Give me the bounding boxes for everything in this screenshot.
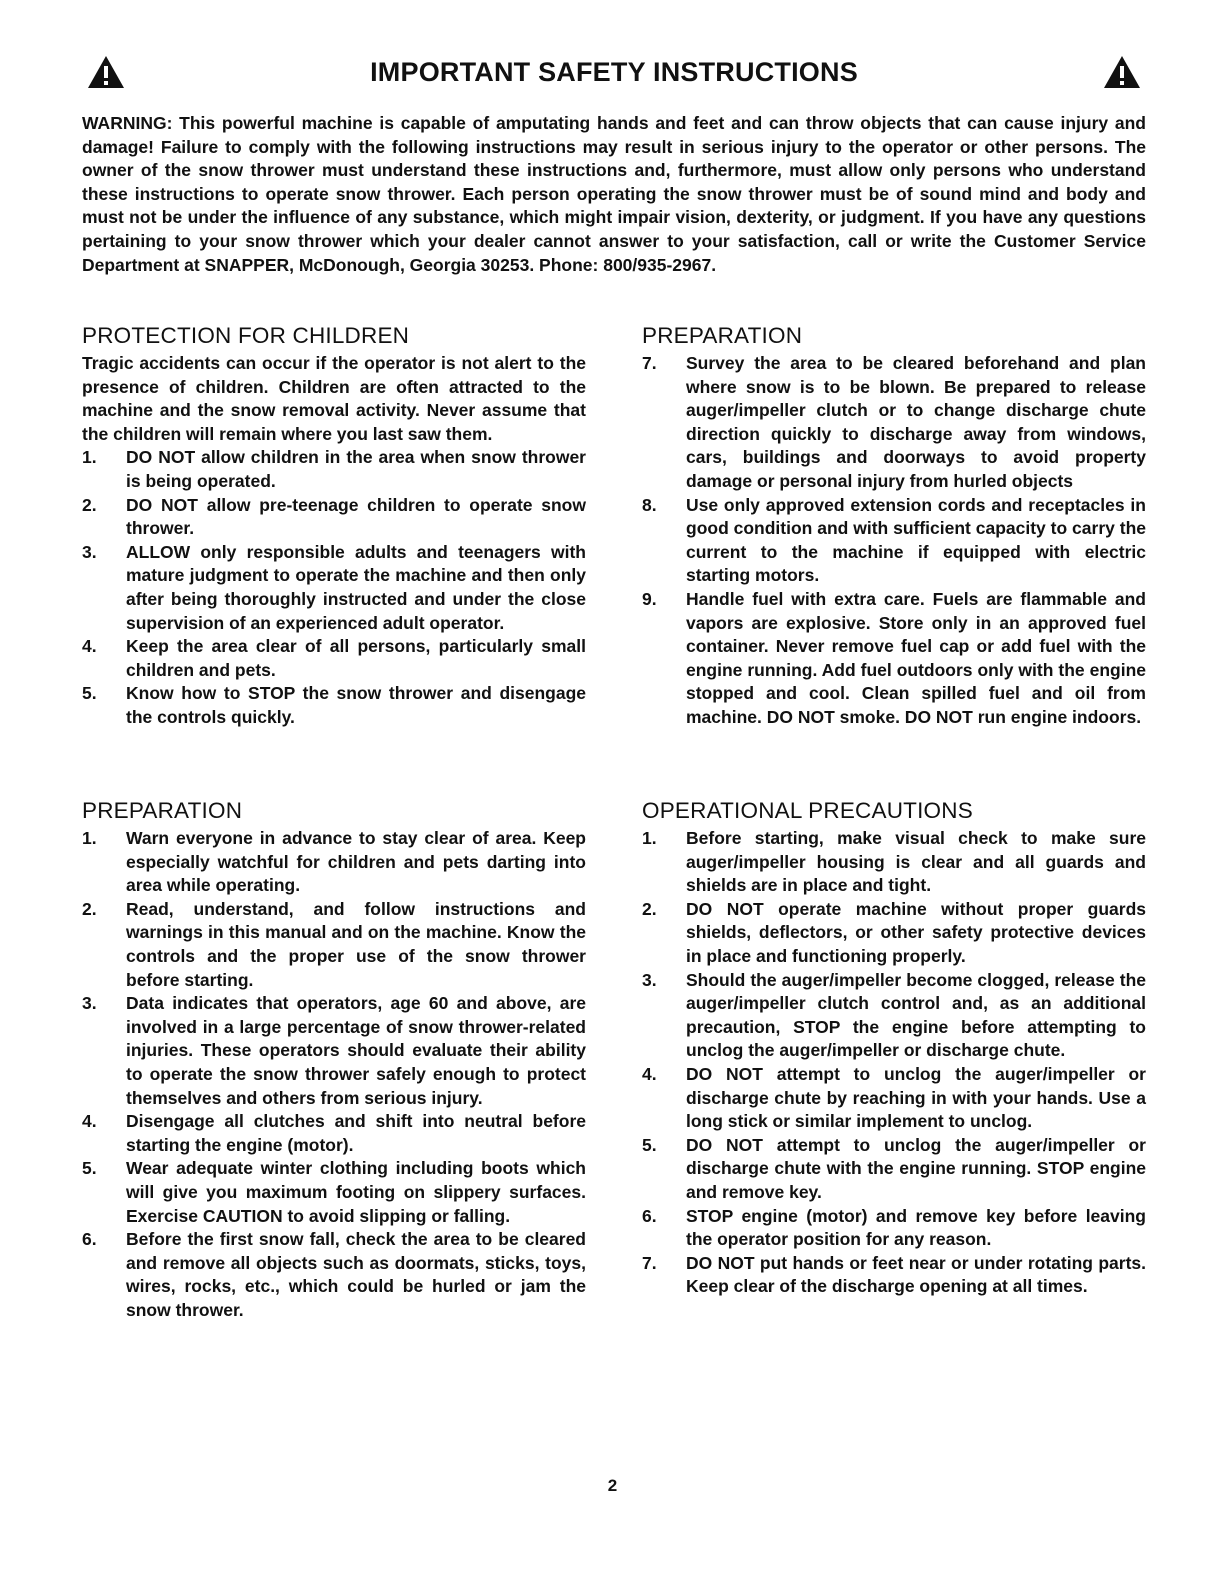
left-column [82, 322, 586, 730]
list-item [82, 541, 586, 635]
right-column [642, 322, 1146, 730]
list-number: 6. [642, 1205, 657, 1226]
list-text: STOP engine (motor) and remove key before leaving the operator position for any reason. [686, 1205, 1146, 1250]
list-number: 2. [82, 494, 97, 515]
list-number: 5. [82, 683, 97, 704]
list-number: 7. [642, 1252, 657, 1273]
list-text: DO NOT put hands or feet near or under rotating parts. Keep clear of the discharge opening at all times. [686, 1252, 1146, 1297]
list-text: Wear adequate winter clothing including boots which will give you maximum footing on slippery surfaces. Exercise CAUTION to avoid slipping or falling. [126, 1158, 586, 1226]
list-number: 4. [82, 636, 97, 657]
list-item [82, 898, 586, 992]
list-text: Survey the area to be cleared beforehand and plan where snow is to be blown. Be prepared to release auger/impeller clutch or to change discharge chute direction quickly to discharge away from windows, cars, buildings and doorways to avoid property damage or personal injury from hurled objects [686, 353, 1146, 491]
warning-triangle-icon [86, 54, 126, 90]
preparation-list-right [642, 352, 1146, 730]
list-text: Warn everyone in advance to stay clear of area. Keep especially watchful for children and pets darting into area while operating. [126, 828, 586, 896]
list-text: Read, understand, and follow instructions and warnings in this manual and on the machine. Know the controls and the proper use of the snow thrower before starting. [126, 898, 586, 990]
list-item [642, 352, 1146, 494]
list-text: Before starting, make visual check to make sure auger/impeller housing is clear and all guards and shields are in place and tight. [686, 828, 1146, 896]
list-text: ALLOW only responsible adults and teenagers with mature judgment to operate the machine and then only after being thoroughly instructed and under the close supervision of an experienced adult operator. [126, 541, 586, 633]
list-item [82, 1110, 586, 1157]
list-item [642, 1063, 1146, 1134]
list-number: 8. [642, 494, 657, 515]
list-number: 6. [82, 1229, 97, 1250]
list-text: Handle fuel with extra care. Fuels are flammable and vapors are explosive. Store only in an approved fuel container. Never remove fuel cap or add fuel with the engine running. Add fuel outdoors only with the engine stopped and cool. Clean spilled fuel and oil from machine. DO NOT smoke. DO NOT run engine indoors. [686, 588, 1146, 727]
list-number: 7. [642, 353, 657, 373]
right-column-lower [642, 797, 1146, 1299]
list-item [82, 827, 586, 898]
protection-for-children-section [82, 322, 586, 730]
list-text: Keep the area clear of all persons, particularly small children and pets. [126, 636, 586, 680]
list-item [642, 494, 1146, 588]
section-heading: PREPARATION [82, 798, 243, 823]
list-text: Data indicates that operators, age 60 and above, are involved in a large percentage of snow thrower-related injuries. These operators should evaluate their ability to operate the snow thrower safely enough to protect themselves and others from serious injury. [126, 993, 586, 1108]
list-text: DO NOT allow children in the area when snow thrower is being operated. [126, 447, 586, 491]
page-number: 2 [607, 1476, 618, 1495]
list-text: Before the first snow fall, check the area to be cleared and remove all objects such as doormats, sticks, toys, wires, rocks, etc., which could be hurled or jam the snow thrower. [126, 1229, 586, 1320]
list-text: DO NOT attempt to unclog the auger/impeller or discharge chute by reaching in with your hands. Use a long stick or similar implement to unclog. [686, 1063, 1146, 1132]
section-heading: OPERATIONAL PRECAUTIONS [642, 798, 973, 823]
list-number: 4. [642, 1063, 657, 1084]
left-column-lower [82, 797, 586, 1322]
list-item [642, 588, 1146, 730]
list-item [82, 682, 586, 729]
section-heading: PREPARATION [642, 323, 803, 348]
warning-triangle-icon [1102, 54, 1142, 90]
section-intro: Tragic accidents can occur if the operator is not alert to the presence of children. Children are often attracted to the machine and the snow removal activity. Never assume that the children will remain where you last saw them. [82, 353, 586, 444]
list-item [642, 1134, 1146, 1205]
list-item [642, 969, 1146, 1063]
preparation-section-left [82, 797, 586, 1322]
list-text: Disengage all clutches and shift into neutral before starting the engine (motor). [126, 1111, 586, 1155]
list-number: 9. [642, 588, 657, 609]
list-number: 3. [82, 993, 97, 1014]
list-item [642, 898, 1146, 969]
list-number: 2. [82, 898, 97, 919]
list-item [82, 494, 586, 541]
list-number: 1. [642, 828, 657, 848]
list-number: 2. [642, 898, 657, 919]
list-text: Know how to STOP the snow thrower and disengage the controls quickly. [126, 683, 586, 727]
list-number: 5. [82, 1158, 97, 1179]
list-item [82, 446, 586, 493]
list-text: Should the auger/impeller become clogged, release the auger/impeller clutch control and, as an additional precaution, STOP the engine before attempting to unclog the auger/impeller or discharge chute. [686, 969, 1146, 1061]
list-item [82, 1228, 586, 1322]
list-text: Use only approved extension cords and receptacles in good condition and with sufficient capacity to carry the current to the machine if equipped with electric starting motors. [686, 494, 1146, 586]
list-item [82, 992, 586, 1110]
preparation-list-left [82, 827, 586, 1322]
list-number: 3. [82, 541, 97, 562]
list-text: DO NOT operate machine without proper guards shields, deflectors, or other safety protective devices in place and functioning properly. [686, 898, 1146, 966]
list-number: 1. [82, 828, 97, 848]
page-header [82, 52, 1146, 92]
list-number: 3. [642, 969, 657, 990]
list-item [642, 1252, 1146, 1299]
list-item [642, 1205, 1146, 1252]
list-item [642, 827, 1146, 898]
list-text: DO NOT allow pre-teenage children to operate snow thrower. [126, 494, 586, 539]
list-item [82, 1157, 586, 1228]
list-number: 1. [82, 447, 97, 468]
operational-precautions-section [642, 797, 1146, 1299]
warning-paragraph: WARNING: This powerful machine is capable of amputating hands and feet and can throw objects that can cause injury and damage! Failure to comply with the following instructions may result in serious injury to the operator or other persons. The owner of the snow thrower must understand these instructions and, furthermore, must allow only persons who understand these instructions to operate snow thrower. Each person operating the snow thrower must be of sound mind and body and must not be under the influence of any substance, which might impair vision, dexterity, or judgment. If you have any questions pertaining to your snow thrower which your dealer cannot answer to your satisfaction, call or write the Customer Service Department at SNAPPER, McDonough, Georgia 30253. Phone: 800/935-2967. [82, 113, 1146, 275]
protection-list [82, 446, 586, 729]
operational-list [642, 827, 1146, 1299]
section-heading: PROTECTION FOR CHILDREN [82, 323, 410, 348]
list-number: 4. [82, 1111, 97, 1132]
preparation-section-right [642, 322, 1146, 730]
list-number: 5. [642, 1134, 657, 1155]
list-item [82, 635, 586, 682]
page-title: IMPORTANT SAFETY INSTRUCTIONS [370, 57, 858, 87]
list-text: DO NOT attempt to unclog the auger/impeller or discharge chute with the engine running. STOP engine and remove key. [686, 1134, 1146, 1202]
